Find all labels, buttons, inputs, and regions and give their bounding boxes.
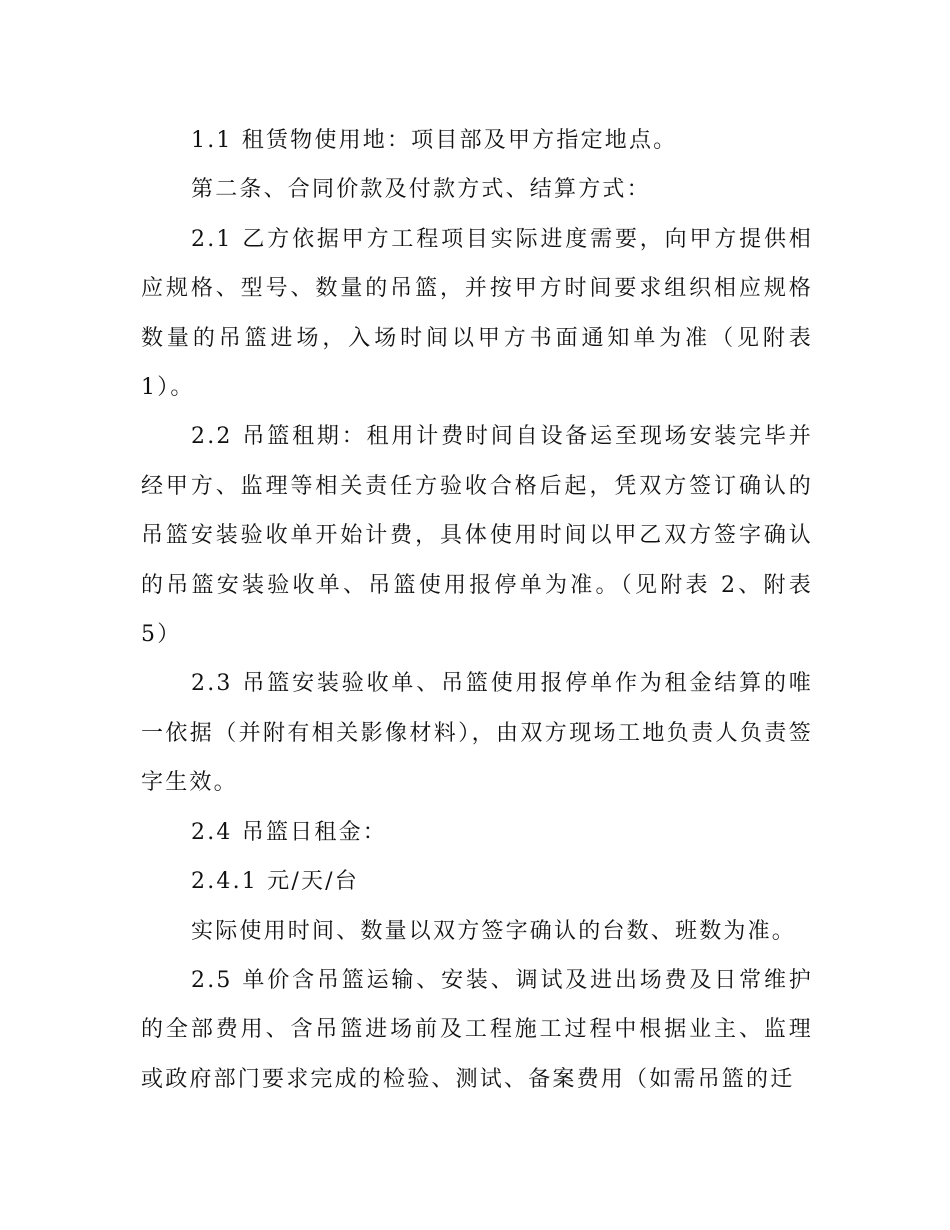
clause-1-1-paragraph: 1.1 租赁物使用地：项目部及甲方指定地点。 xyxy=(191,128,678,153)
article-2-heading: 第二条、合同价款及付款方式、结算方式： xyxy=(191,177,651,203)
clause-2-4-1-paragraph: 2.4.1 元/天/台 xyxy=(191,869,359,895)
clause-2-2-paragraph: 2.2 吊篮租期：租用计费时间自设备运至现场安装完毕并经甲方、监理等相关责任方验收合格后起，凭双方签订确认的吊篮安装验收单开始计费，具体使用时间以甲乙双方签字确认的吊篮安装验收单、吊篮使用报停单为准。（见附表 2、附表5） xyxy=(141,424,813,648)
clause-2-1-paragraph: 2.1 乙方依据甲方工程项目实际进度需要，向甲方提供相应规格、型号、数量的吊篮，并按甲方时间要求组织相应规格数量的吊篮进场，入场时间以甲方书面通知单为准（见附表1）。 xyxy=(141,226,813,401)
clause-2-4-paragraph: 2.4 吊篮日租金： xyxy=(191,819,387,845)
clause-2-5-paragraph: 2.5 单价含吊篮运输、安装、调试及进出场费及日常维护的全部费用、含吊篮进场前及工程施工过程中根据业主、监理或政府部门要求完成的检验、测试、备案费用（如需吊篮的迁 xyxy=(141,967,813,1092)
usage-note-paragraph: 实际使用时间、数量以双方签字确认的台数、班数为准。 xyxy=(191,918,797,944)
contract-text-body xyxy=(141,116,813,1104)
clause-2-3-paragraph: 2.3 吊篮安装验收单、吊篮使用报停单作为租金结算的唯一依据（并附有相关影像材料），由双方现场工地负责人负责签字生效。 xyxy=(141,671,813,796)
